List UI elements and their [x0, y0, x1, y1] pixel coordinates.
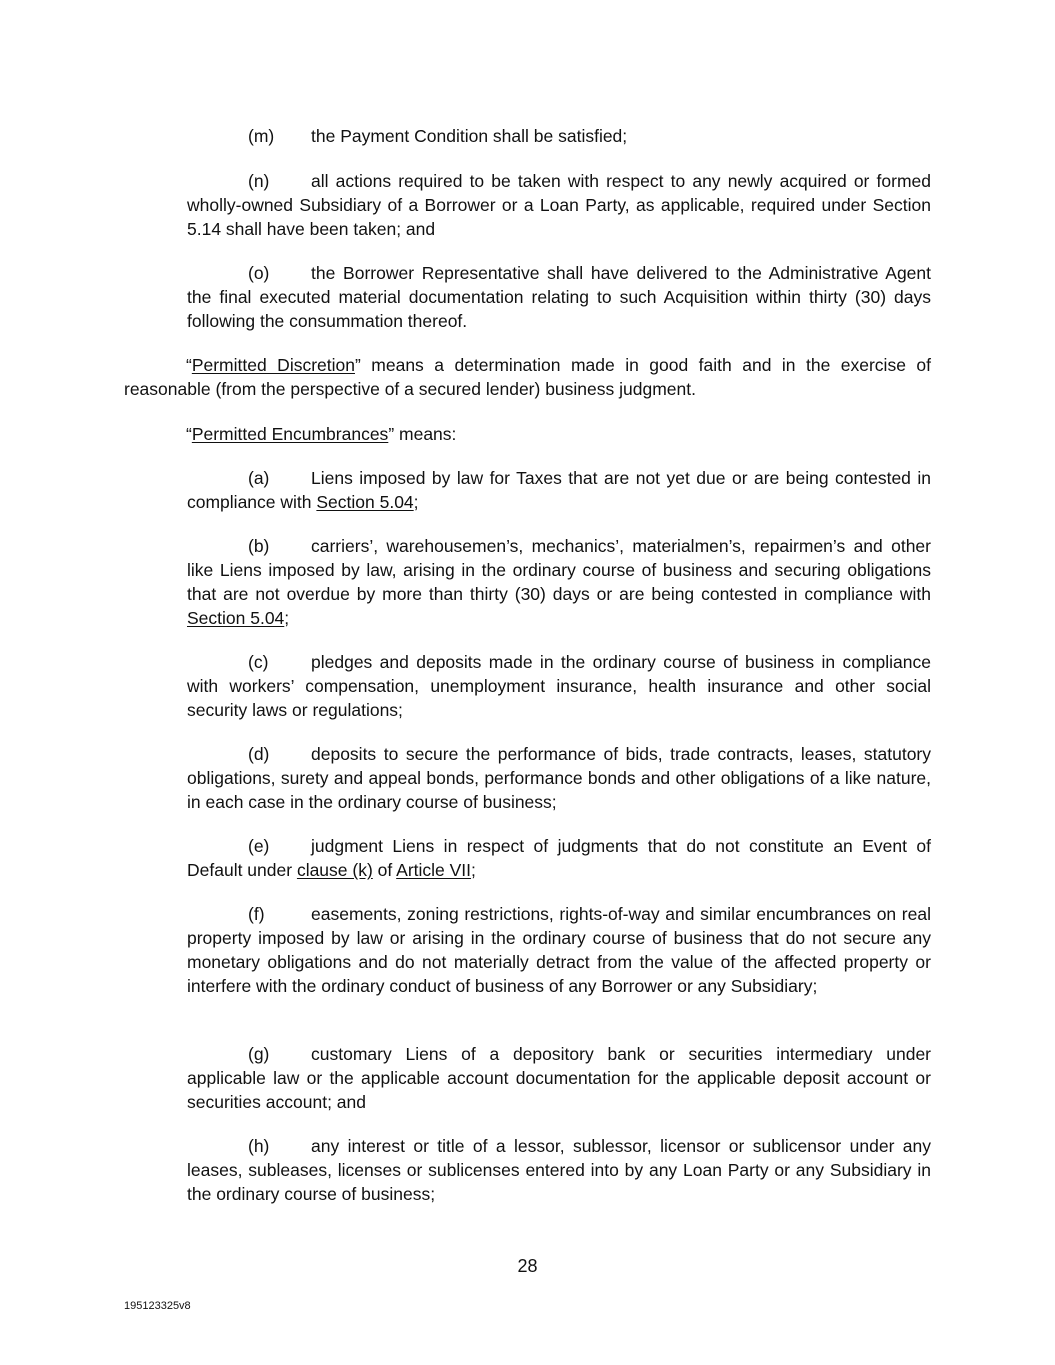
encumbrance-b — [187, 534, 931, 630]
clause-label: (o) — [248, 263, 270, 283]
clause-m — [187, 124, 931, 148]
clause-label: (d) — [248, 744, 270, 764]
clause-label: (f) — [248, 904, 265, 924]
clause-text: the Payment Condition shall be satisfied; — [311, 126, 628, 146]
page-number: 28 — [517, 1256, 538, 1276]
clause-label: (h) — [248, 1136, 270, 1156]
clause-n — [187, 169, 931, 241]
clause-text: carriers’, warehousemen’s, mechanics’, materialmen’s, repairmen’s and other like Liens imposed by law, arising in the ordinary course of business and securing obligations that are not overdue by more than thirty (30) days or are being contested in compliance with — [187, 536, 931, 604]
defined-term: Permitted Encumbrances — [191, 424, 389, 444]
definition-permitted-encumbrances — [124, 422, 931, 446]
clause-label: (e) — [248, 836, 270, 856]
section-reference: Section 5.04 — [187, 608, 285, 628]
encumbrance-a — [187, 466, 931, 514]
encumbrance-d — [187, 742, 931, 814]
encumbrance-c — [187, 650, 931, 722]
clause-label: (g) — [248, 1044, 270, 1064]
close-quote: ” — [354, 355, 361, 375]
clause-label: (c) — [248, 652, 269, 672]
clause-label: (a) — [248, 468, 270, 488]
clause-reference: clause (k) — [296, 860, 373, 880]
clause-text: Liens imposed by law for Taxes that are not yet due or are being contested in compliance with — [187, 468, 931, 512]
section-reference: Section 5.04 — [316, 492, 414, 512]
definition-text: means a determination made in good faith and in the exercise of reasonable (from the perspective of a secured lender) business judgment. — [124, 355, 931, 399]
clause-text: judgment Liens in respect of judgments that do not constitute an Event of Default under — [187, 836, 931, 880]
clause-text: customary Liens of a depository bank or securities intermediary under applicable law or the applicable account documentation for the applicable deposit account or securities account; and — [187, 1044, 931, 1112]
encumbrance-f — [187, 902, 931, 998]
clause-text: pledges and deposits made in the ordinary course of business in compliance with workers’ compensation, unemployment insurance, health insurance and other social security laws or regulations; — [187, 652, 931, 720]
clause-text: the Borrower Representative shall have delivered to the Administrative Agent the final executed material documentation relating to such Acquisition within thirty (30) days following the consummation thereof. — [187, 263, 931, 331]
clause-o — [187, 261, 931, 333]
clause-punctuation: ; — [284, 608, 290, 628]
clause-punctuation: ; — [413, 492, 419, 512]
open-quote: “ — [186, 424, 192, 444]
document-id: 195123325v8 — [124, 1300, 191, 1312]
close-quote: ” — [388, 424, 395, 444]
clause-text: easements, zoning restrictions, rights-of-way and similar encumbrances on real property imposed by law or arising in the ordinary course of business that do not secure any monetary obligations and do not materially detract from the value of the affected property or interfere with the ordinary conduct of business of any Borrower or any Subsidiary; — [187, 904, 931, 996]
clause-label: (n) — [248, 171, 270, 191]
clause-label: (m) — [248, 126, 275, 146]
clause-text: any interest or title of a lessor, sublessor, licensor or sublicensor under any leases, subleases, licenses or sublicenses entered into by any Loan Party or any Subsidiary in the ordinary course of business; — [187, 1136, 931, 1204]
encumbrance-h — [187, 1134, 931, 1206]
definition-text: means: — [394, 424, 457, 444]
clause-punctuation: ; — [471, 860, 476, 880]
clause-text: deposits to secure the performance of bids, trade contracts, leases, statutory obligations, surety and appeal bonds, performance bonds and other obligations of a like nature, in each case in the ordinary course of business; — [187, 744, 931, 812]
defined-term: Permitted Discretion — [191, 355, 355, 375]
open-quote: “ — [186, 355, 192, 375]
clause-text: of — [372, 860, 397, 880]
definition-permitted-discretion — [124, 353, 931, 401]
clause-label: (b) — [248, 536, 270, 556]
encumbrance-g — [187, 1042, 931, 1114]
encumbrance-e — [187, 834, 931, 882]
article-reference: Article VII — [396, 860, 472, 880]
clause-text: all actions required to be taken with respect to any newly acquired or formed wholly-owned Subsidiary of a Borrower or a Loan Party, as applicable, required under Section 5.14 shall have been taken; and — [187, 171, 931, 239]
